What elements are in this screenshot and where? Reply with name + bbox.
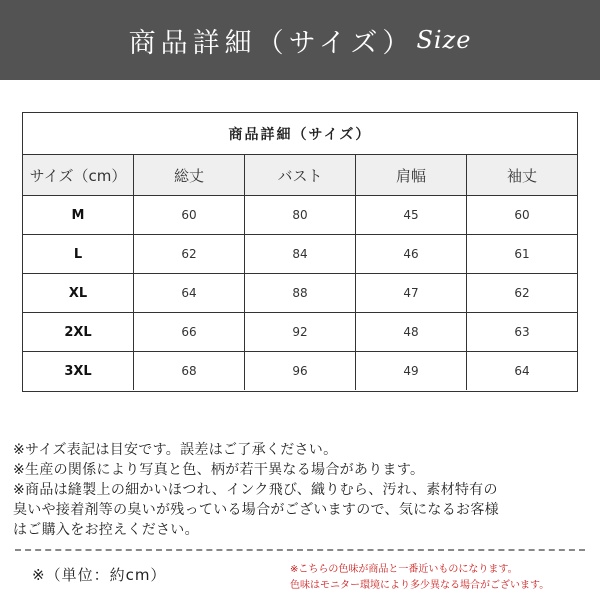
table-row	[23, 195, 577, 234]
sleeve-cell: 64	[466, 352, 577, 390]
size-cell: 3XL	[64, 363, 92, 379]
color-disclaimer	[290, 562, 595, 594]
header-shoulder: 肩幅	[355, 155, 466, 195]
table-row	[23, 312, 577, 351]
sleeve-cell: 63	[466, 313, 577, 351]
shoulder-cell: 45	[355, 196, 466, 234]
table-row	[23, 351, 577, 390]
dashed-divider	[15, 549, 585, 551]
note-line: ※サイズ表記は目安です。誤差はご了承ください。	[13, 442, 338, 458]
shoulder-cell: 47	[355, 274, 466, 312]
note-line: ※商品は縫製上の細かいほつれ、インク飛び、織りむら、汚れ、素材特有の	[13, 482, 498, 498]
header-bust: バスト	[244, 155, 355, 195]
header-length: 総丈	[133, 155, 244, 195]
sleeve-cell: 61	[466, 235, 577, 273]
length-cell: 66	[133, 313, 244, 351]
shoulder-cell: 49	[355, 352, 466, 390]
size-table	[22, 112, 578, 392]
banner-title: 商品詳細（サイズ）	[128, 27, 415, 59]
table-caption: 商品詳細（サイズ）	[23, 113, 577, 155]
bust-cell: 92	[244, 313, 355, 351]
table-header-row	[23, 155, 577, 195]
length-cell: 68	[133, 352, 244, 390]
table-row	[23, 273, 577, 312]
unit-note: ※（単位：約cm）	[32, 566, 167, 584]
title-banner	[0, 0, 600, 80]
size-cell: L	[73, 246, 83, 262]
color-note-line: ※こちらの色味が商品と一番近いものになります。	[290, 564, 518, 575]
table-row	[23, 234, 577, 273]
bust-cell: 88	[244, 274, 355, 312]
note-line: はご購入をお控えください。	[13, 522, 199, 538]
bust-cell: 80	[244, 196, 355, 234]
banner-script-word: Size	[416, 26, 472, 54]
sleeve-cell: 60	[466, 196, 577, 234]
length-cell: 64	[133, 274, 244, 312]
color-note-line: 色味はモニター環境により多少異なる場合がございます。	[290, 580, 550, 591]
header-sleeve: 袖丈	[466, 155, 577, 195]
sleeve-cell: 62	[466, 274, 577, 312]
header-size: サイズ（cm）	[23, 155, 133, 195]
bust-cell: 84	[244, 235, 355, 273]
note-line: 臭いや接着剤等の臭いが残っている場合がございますので、気になるお客様	[13, 502, 499, 518]
length-cell: 60	[133, 196, 244, 234]
length-cell: 62	[133, 235, 244, 273]
size-cell: XL	[68, 285, 88, 301]
notes-block	[13, 440, 593, 540]
bust-cell: 96	[244, 352, 355, 390]
shoulder-cell: 46	[355, 235, 466, 273]
shoulder-cell: 48	[355, 313, 466, 351]
note-line: ※生産の関係により写真と色、柄が若干異なる場合があります。	[13, 462, 425, 478]
size-cell: 2XL	[64, 324, 92, 340]
size-cell: M	[71, 207, 85, 223]
